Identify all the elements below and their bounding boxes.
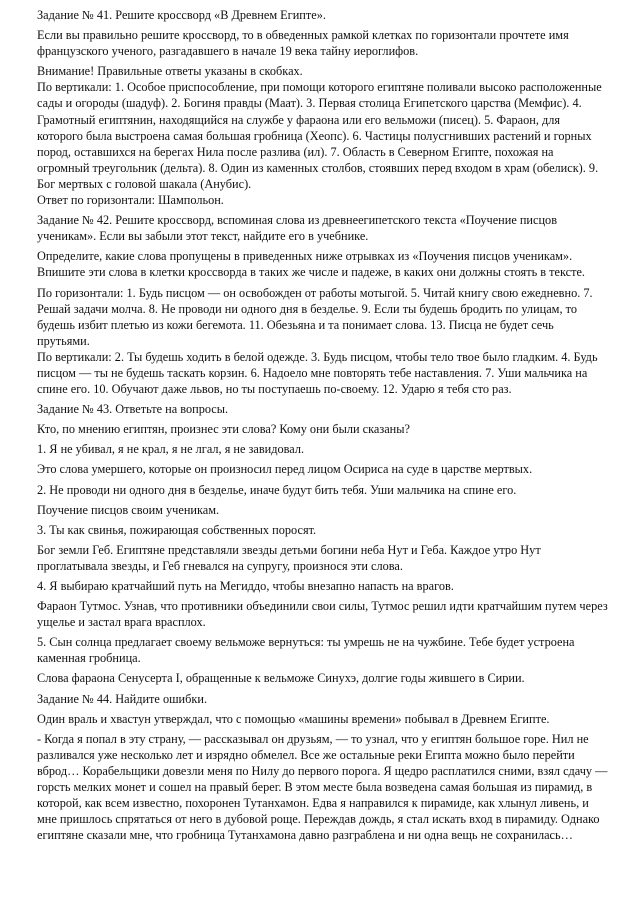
task-42-vertical-clues: По вертикали: 2. Ты будешь ходить в белой одежде. 3. Будь писцом, чтобы тело твое было гладким. 4. Будь писцом — ты не будешь таскать корзин. 6. Надоело мне повторять тебе наставления. 7. Уши мальчика на спине его. 10. Обучают даже львов, но ты поступаешь по-своему. 12. Ударю я тебя сто раз. — [37, 349, 598, 397]
task-43-question: Кто, по мнению египтян, произнес эти слова? Кому они были сказаны? — [37, 422, 410, 437]
task-43-heading: Задание № 43. Ответьте на вопросы. — [37, 402, 229, 417]
task-41-instructions: Если вы правильно решите кроссворд, то в обведенных рамкой клетках по горизонтали прочтете имя французского ученого, разгадавшего в начале 19 века тайну иероглифов. — [37, 28, 569, 59]
task-43-quote-3: 3. Ты как свинья, пожирающая собственных поросят. — [37, 522, 317, 537]
task-41-answer: Ответ по горизонтали: Шампольон. — [37, 193, 224, 208]
task-41-heading: Задание № 41. Решите кроссворд «В Древнем Египте». — [37, 8, 326, 22]
task-44-intro: Один враль и хвастун утверждал, что с помощью «машины времени» побывал в Древнем Египте. — [37, 711, 550, 726]
task-43-answer-3: Бог земли Геб. Египтяне представляли звезды детьми богини неба Нут и Геба. Каждое утро Нут проглатывала звезды, и Геб гневался на супругу, произнося эти слова. — [37, 542, 541, 573]
task-43-answer-4: Фараон Тутмос. Узнав, что противники объединили свои силы, Тутмос решил идти кратчайшим путем через ущелье и застал врага врасплох. — [37, 599, 608, 630]
task-43-answer-2: Поучение писцов своим ученикам. — [37, 502, 220, 517]
task-41-vertical-clues: По вертикали: 1. Особое приспособление, при помощи которого египтяне поливали высоко расположенные сады и огороды (шадуф). 2. Богиня правды (Маат). 3. Первая столица Египетского царства (Мемфис). 4. Грамотный египтянин, находящийся на службе у фараона или его вельможи (писец). 5. Фараон, для которого была выстроена самая большая гробница (Хеопс). 6. Частицы полусгнивших растений и горных пород, оставшихся на берегах Нила после разлива (ил). 7. Область в Северном Египте, похожая на огромный треугольник (дельта). 8. Один из каменных столбов, стоявших перед входом в храм (обелиск). 9. Бог мертвых с головой шакала (Анубис). — [37, 80, 602, 191]
task-41-note: Внимание! Правильные ответы указаны в скобках. — [37, 64, 303, 79]
task-42-heading: Задание № 42. Решите кроссворд, вспоминая слова из древнеегипетского текста «Поучение писцов ученикам». Если вы забыли этот текст, найдите его в учебнике. — [37, 213, 558, 244]
task-42-horizontal-clues: По горизонтали: 1. Будь писцом — он освобожден от работы мотыгой. 5. Читай книгу свою ежедневно. 7. Решай задачи молча. 8. Не проводи ни одного дня в безделье. 9. Если ты будешь бродить по улицам, то будешь избит плетью из кожи бегемота. 11. Обезьяна и та понимает слова. 13. Писца не будет сечь прутьями. — [37, 285, 593, 348]
task-43-answer-1: Это слова умершего, которые он произносил перед лицом Осириса на суде в царстве мертвых. — [37, 462, 533, 477]
task-43-quote-2: 2. Не проводи ни одного дня в безделье, иначе будут бить тебя. Уши мальчика на спине его. — [37, 482, 517, 497]
task-43-quote-1: 1. Я не убивал, я не крал, я не лгал, я не завидовал. — [37, 442, 305, 457]
task-43-quote-5: 5. Сын солнца предлагает своему вельможе вернуться: ты умрешь не на чужбине. Тебе будет устроена каменная гробница. — [37, 635, 575, 666]
task-44-story: - Когда я попал в эту страну, — рассказывал он друзьям, — то узнал, что у египтян большое горе. Нил не разливался уже несколько лет и изрядно обмелел. Все же остальные реки Египта можно было перейти вброд… Корабельщики довезли меня по Нилу до первого порога. Я щедро расплатился сними, взял сдачу — горсть мелких монет и сошел на правый берег. В этом месте была возведена самая большая из пирамид, в которой, как всем известно, похоронен Тутанхамон. Едва я направился к пирамиде, как хлынул ливень, и мне пришлось спрятаться от него в дубовой роще. Переждав дождь, я стал искать вход в пирамиду. Однако египтяне сказали мне, что гробница Тутанхамона давно разграблена и ни одна вещь не сохранилась… — [37, 731, 608, 843]
task-43-quote-4: 4. Я выбираю кратчайший путь на Мегиддо, чтобы внезапно напасть на врагов. — [37, 579, 454, 593]
task-44-heading: Задание № 44. Найдите ошибки. — [37, 691, 208, 706]
task-43-answer-5: Слова фараона Сенусерта I, обращенные к вельможе Синухэ, долгие годы жившего в Сирии. — [37, 671, 525, 686]
task-42-instructions: Определите, какие слова пропущены в приведенных ниже отрывках из «Поучения писцов ученикам». Впишите эти слова в клетки кроссворда в таких же числе и падеже, в каких они должны стоять в тексте. — [37, 249, 586, 280]
